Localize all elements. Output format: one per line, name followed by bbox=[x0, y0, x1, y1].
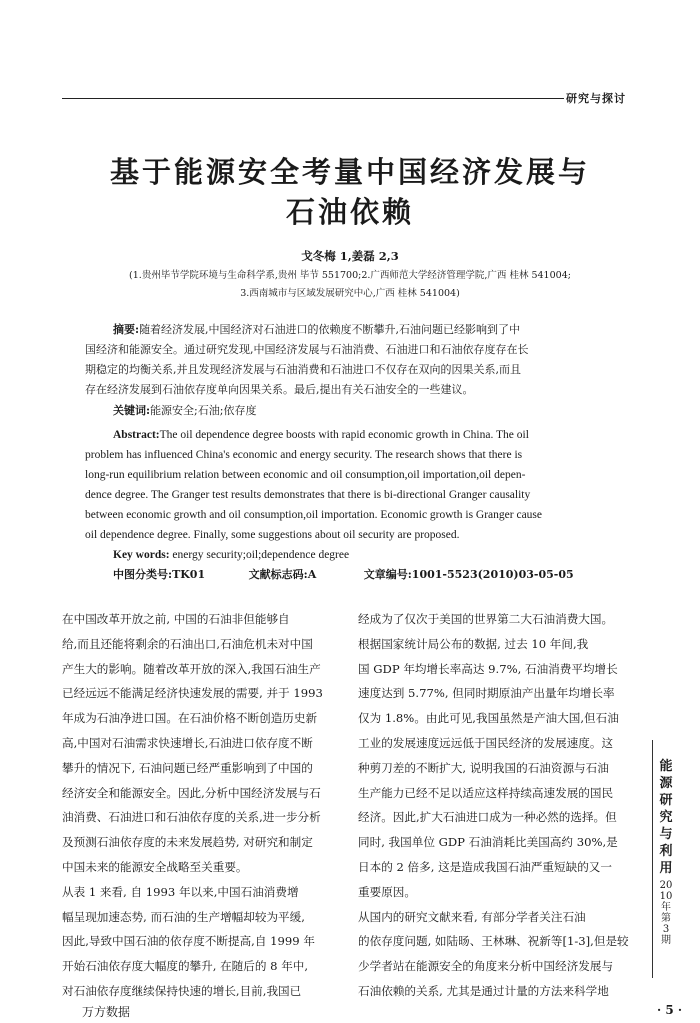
doc-code-label: 文献标志码: bbox=[248, 568, 308, 581]
body-right-line: 国 GDP 年均增长率高达 9.7%, 石油消费平均增长 bbox=[358, 661, 618, 676]
footer-watermark: 万方数据 bbox=[82, 1005, 131, 1019]
abstract-en-label: Abstract: bbox=[113, 429, 160, 441]
body-right-line: 速度达到 5.77%, 但同时期原油产出量年均增长率 bbox=[358, 686, 615, 701]
side-label-char: 究 bbox=[659, 810, 673, 825]
page-number: · 5 · bbox=[657, 1003, 683, 1017]
body-right-line: 的依存度问题, 如陆旸、王林琳、祝新等[1-3],但是较 bbox=[358, 934, 629, 949]
keywords-en-text: energy security;oil;dependence degree bbox=[172, 549, 350, 561]
article-no-value: 1001-5523(2010)03-05-05 bbox=[411, 568, 574, 581]
body-left-line: 经济安全和能源安全。因此,分析中国经济发展与石 bbox=[62, 785, 321, 800]
body-right-line: 种剪刀差的不断扩大, 说明我国的石油资源与石油 bbox=[358, 760, 609, 775]
abstract-cn-line-3: 期稳定的均衡关系,并且发现经济发展与石油消费和石油进口不仅存在双向的因果关系,而且 bbox=[85, 363, 521, 376]
abstract-cn-line-1 bbox=[85, 323, 605, 337]
body-left-line: 开始石油依存度大幅度的攀升, 在随后的 8 年中, bbox=[62, 959, 309, 974]
keywords-cn bbox=[85, 404, 605, 418]
abstract-en-text: The oil dependence degree boosts with rapid economic growth in China. The oil bbox=[159, 429, 529, 441]
section-header: 研究与探讨 bbox=[566, 92, 626, 105]
header-rule bbox=[62, 98, 564, 99]
doc-code-value: A bbox=[307, 568, 317, 581]
body-right-line: 重要原因。 bbox=[358, 884, 416, 899]
body-right-line: 从国内的研究文献来看, 有部分学者关注石油 bbox=[358, 909, 586, 924]
body-left-line: 产生大的影响。随着改革开放的深入,我国石油生产 bbox=[62, 661, 321, 676]
keywords-en-label: Key words: bbox=[113, 549, 170, 561]
abstract-en-line-3: long-run equilibrium relation between economic and oil consumption,oil importation,oil depen- bbox=[85, 469, 526, 481]
abstract-cn-text: 随着经济发展,中国经济对石油进口的依赖度不断攀升,石油问题已经影响到了中 bbox=[139, 323, 521, 336]
issue-label: 2010年第3期 bbox=[659, 880, 673, 946]
body-left-line: 从表 1 来看, 自 1993 年以来,中国石油消费增 bbox=[62, 884, 299, 899]
body-left-line: 及预测石油依存度的未来发展趋势, 对研究和制定 bbox=[62, 835, 313, 850]
body-left-line: 因此,导致中国石油的依存度不断提高,自 1999 年 bbox=[62, 934, 315, 949]
body-left-line: 幅呈现加速态势, 而石油的生产增幅却较为平缓, bbox=[62, 909, 305, 924]
side-label-char: 研 bbox=[659, 793, 673, 808]
body-right-line: 石油依赖的关系, 尤其是通过计量的方法来科学地 bbox=[358, 984, 609, 998]
abstract-en-line-5: between economic growth and oil consumption,oil importation. Economic growth is Granger cause bbox=[85, 509, 543, 521]
body-right-line: 经济。因此,扩大石油进口成为一种必然的选择。但 bbox=[358, 810, 617, 825]
abstract-cn-line-2: 国经济和能源安全。通过研究发现,中国经济发展与石油消费、石油进口和石油依存度存在长 bbox=[85, 343, 529, 356]
body-right-line: 仅为 1.8%。由此可见,我国虽然是产油大国,但石油 bbox=[358, 711, 619, 726]
classification-row bbox=[85, 568, 605, 582]
abstract-en-line-1 bbox=[85, 428, 605, 442]
body-left-line: 高,中国对石油需求快速增长,石油进口依存度不断 bbox=[62, 736, 313, 750]
side-label-char: 与 bbox=[659, 827, 673, 842]
clc-label: 中图分类号: bbox=[113, 568, 173, 581]
side-label-char: 用 bbox=[659, 861, 673, 876]
body-left-line: 年成为石油净进口国。在石油价格不断创造历史新 bbox=[62, 711, 318, 726]
body-right-line: 日本的 2 倍多, 这是造成我国石油严重短缺的又一 bbox=[358, 860, 612, 874]
body-left-line: 对石油依存度继续保持快速的增长,目前,我国已 bbox=[62, 984, 302, 998]
side-label-char: 源 bbox=[659, 776, 673, 791]
authors: 戈冬梅 1,姜磊 2,3 bbox=[301, 249, 399, 263]
body-left-line: 已经远远不能满足经济快速发展的需要, 并于 1993 bbox=[62, 686, 323, 701]
affiliation-line-1: (1.贵州毕节学院环境与生命科学系,贵州 毕节 551700;2.广西师范大学经济管理学院,广西 桂林 541004; bbox=[129, 270, 571, 281]
side-rule bbox=[652, 740, 653, 978]
clc-value: TK01 bbox=[172, 568, 206, 581]
article-no-label: 文章编号: bbox=[363, 568, 412, 581]
body-left-line: 给,而且还能将剩余的石油出口,石油危机未对中国 bbox=[62, 636, 313, 651]
keywords-en bbox=[85, 548, 605, 562]
abstract-en-line-6: oil dependence degree. Finally, some suggestions about oil security are proposed. bbox=[85, 529, 460, 541]
body-right-line: 根据国家统计局公布的数据, 过去 10 年间,我 bbox=[358, 636, 589, 651]
body-right-line: 经成为了仅次于美国的世界第二大石油消费大国。 bbox=[358, 612, 614, 626]
keywords-cn-label: 关键词: bbox=[113, 404, 151, 417]
body-right-line: 同时, 我国单位 GDP 石油消耗比美国高约 30%,是 bbox=[358, 835, 618, 850]
abstract-en-line-4: dence degree. The Granger test results demonstrates that there is bi-directional Granger causality bbox=[85, 489, 531, 501]
title-line-2: 石油依赖 bbox=[285, 195, 414, 229]
body-left-line: 在中国改革开放之前, 中国的石油非但能够自 bbox=[62, 612, 290, 626]
title-line-1: 基于能源安全考量中国经济发展与 bbox=[109, 155, 590, 189]
body-right-line: 少学者站在能源安全的角度来分析中国经济发展与 bbox=[358, 959, 614, 974]
affiliation-line-2: 3.西南城市与区域发展研究中心,广西 桂林 541004) bbox=[240, 288, 460, 299]
journal-side-label bbox=[655, 758, 677, 877]
body-left-line: 油消费、石油进口和石油依存度的关系,进一步分析 bbox=[62, 810, 321, 825]
body-right-line: 生产能力已经不足以适应这样持续高速发展的国民 bbox=[358, 785, 614, 800]
keywords-cn-text: 能源安全;石油;依存度 bbox=[150, 404, 257, 417]
abstract-en-line-2: problem has influenced China's economic and energy security. The research shows that there is bbox=[85, 449, 523, 461]
body-left-line: 攀升的情况下, 石油问题已经严重影响到了中国的 bbox=[62, 760, 313, 775]
body-left-line: 中国未来的能源安全战略至关重要。 bbox=[62, 860, 248, 874]
body-right-line: 工业的发展速度远远低于国民经济的发展速度。这 bbox=[358, 736, 614, 750]
side-label-char: 能 bbox=[659, 759, 673, 774]
abstract-cn-line-4: 存在经济发展到石油依存度单向因果关系。最后,提出有关石油安全的一些建议。 bbox=[85, 383, 474, 396]
side-label-char: 利 bbox=[659, 844, 673, 859]
abstract-cn-label: 摘要: bbox=[113, 323, 140, 336]
